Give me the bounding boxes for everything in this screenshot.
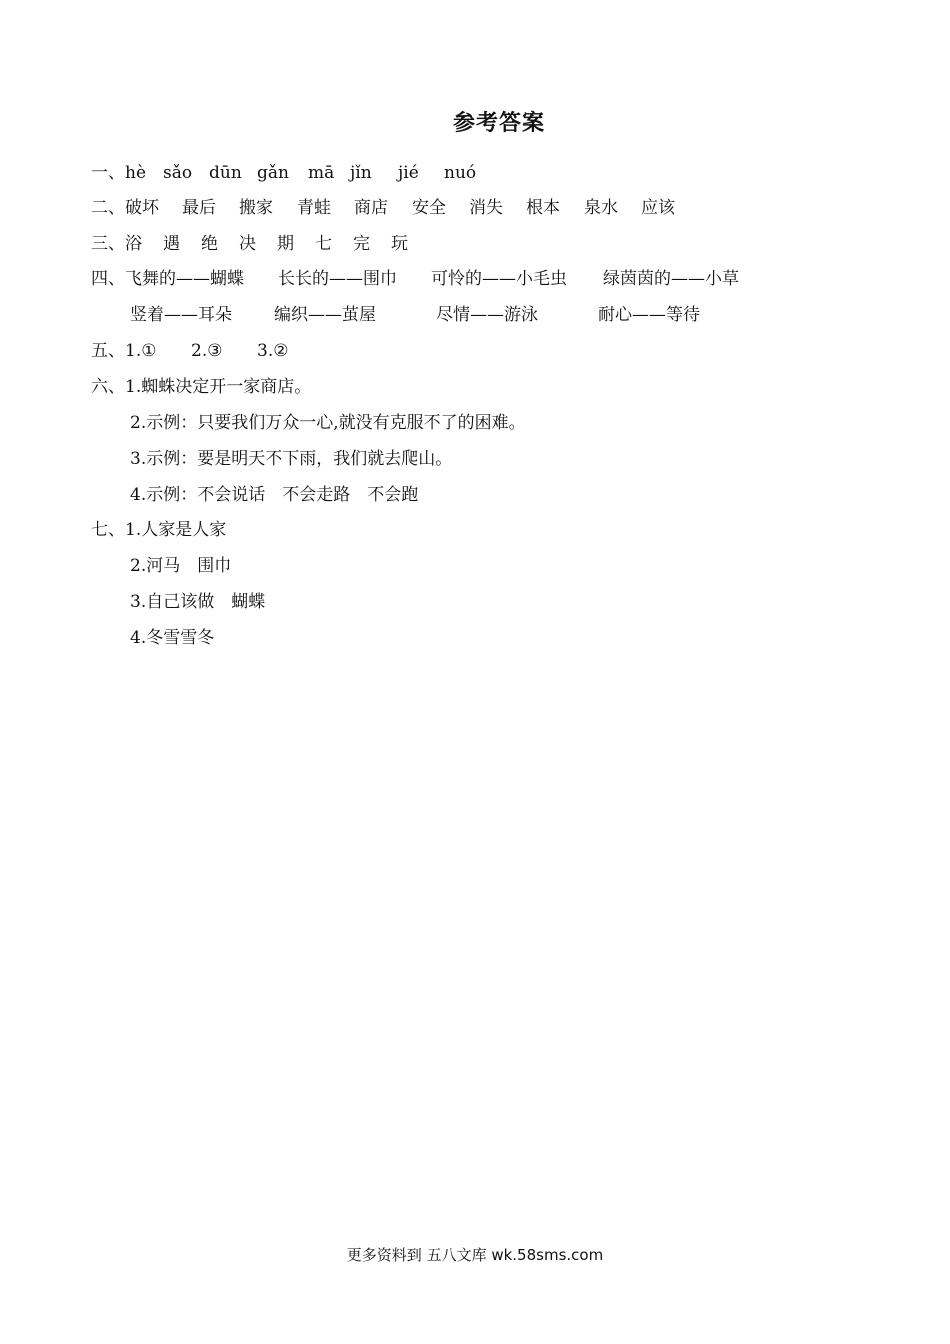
word-item: 泉水 [584,198,618,218]
answer-line-7-4: 4.冬雪雪冬 [130,628,215,648]
choice-item: 3.② [257,341,289,361]
phrase-pair: 竖着——耳朵 [130,305,232,325]
pinyin-item: nuó [444,163,477,183]
phrase-pair: 编织——茧屋 [274,305,376,325]
answer-line-6 [91,375,311,399]
phrase-pair: 绿茵茵的——小草 [603,269,739,289]
phrase-pair: 可怜的——小毛虫 [431,269,567,289]
word-item: 应该 [641,198,675,218]
section-prefix: 五、 [91,341,125,361]
phrase-pair: 长长的——围巾 [278,269,397,289]
choice-item: 2.③ [191,341,223,361]
word-item: 消失 [469,198,503,218]
answer-line-4-continued [130,303,700,327]
section-prefix: 三、 [91,234,125,254]
char-item: 绝 [201,234,218,254]
section-prefix: 六、 [91,377,125,397]
char-item: 玩 [391,234,408,254]
answer-line-7-2: 2.河马 围巾 [130,556,232,576]
phrase-pair: 耐心——等待 [598,305,700,325]
char-item: 完 [353,234,370,254]
answer-line-7-3: 3.自己该做 蝴蝶 [130,592,266,612]
word-item: 最后 [182,198,216,218]
word-item: 破坏 [125,198,159,218]
answer-line-5 [91,339,288,363]
page-title: 参考答案 [452,111,545,136]
sentence: 1.人家是人家 [125,520,227,540]
char-item: 浴 [125,234,142,254]
word-item: 商店 [354,198,388,218]
char-item: 遇 [163,234,180,254]
phrase-pair: 飞舞的——蝴蝶 [125,269,244,289]
char-item: 期 [277,234,294,254]
section-prefix: 四、 [91,269,125,289]
word-item: 根本 [526,198,560,218]
phrase-pair: 尽情——游泳 [436,305,538,325]
answer-line-7 [91,518,226,542]
footer-source: 更多资料到 五八文库 wk.58sms.com [346,1246,604,1264]
answer-line-6-2: 2.示例：只要我们万众一心,就没有克服不了的困难。 [130,413,526,433]
answer-line-4 [91,267,739,291]
answer-line-6-3: 3.示例：要是明天不下雨，我们就去爬山。 [130,449,453,469]
pinyin-item: jié [398,163,419,183]
pinyin-item: jǐn [350,163,372,183]
pinyin-item: mā [308,163,335,183]
word-item: 安全 [412,198,446,218]
answer-line-1 [91,161,476,185]
section-prefix: 七、 [91,520,125,540]
char-item: 决 [239,234,256,254]
pinyin-item: dūn [209,163,242,183]
answer-line-2 [91,196,675,220]
section-prefix: 一、 [91,163,125,183]
pinyin-item: hè [125,163,147,183]
sentence: 1.蜘蛛决定开一家商店。 [125,377,312,397]
choice-item: 1.① [125,341,157,361]
char-item: 七 [315,234,332,254]
pinyin-item: gǎn [257,163,289,183]
word-item: 青蛙 [297,198,331,218]
answer-line-6-4: 4.示例：不会说话 不会走路 不会跑 [130,485,419,505]
section-prefix: 二、 [91,198,125,218]
word-item: 搬家 [239,198,273,218]
answer-line-3 [91,232,408,256]
pinyin-item: sǎo [163,163,193,183]
